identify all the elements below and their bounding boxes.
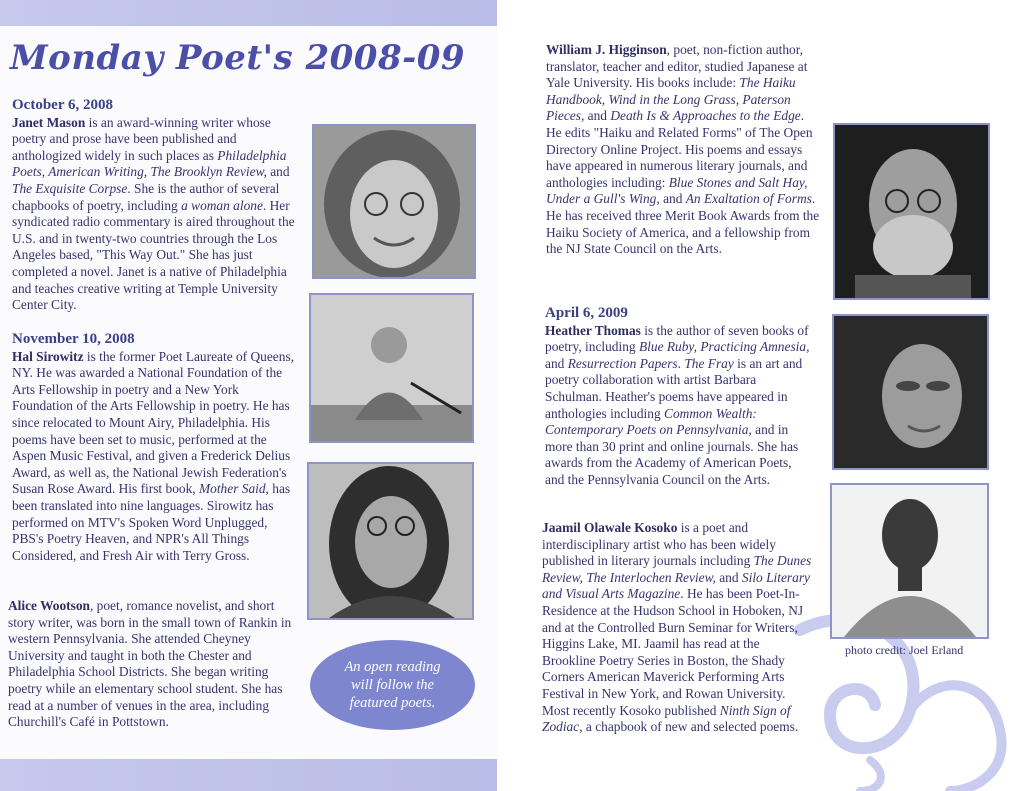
portrait-bearded-man-glasses-icon xyxy=(835,125,988,298)
bio-william-higginson xyxy=(546,42,822,258)
book-title: Death Is & Approaches to the Edge xyxy=(610,108,801,124)
portrait-woman-glasses-icon xyxy=(314,126,474,277)
bio-text: is the author of seven books of poetry, including xyxy=(545,322,809,355)
bio-janet-mason xyxy=(12,97,302,314)
book-title: a woman alone xyxy=(181,197,263,213)
bio-text: . She is the author of several chapbooks of poetry, including xyxy=(12,180,280,213)
bio-text: . He has received three Merit Book Awards from the Haiku Society of America, and a fellowship from the NJ State Council on the Arts. xyxy=(546,191,820,257)
photo-credit: photo credit: Joel Erland xyxy=(845,643,964,657)
bio-text: , poet, romance novelist, and short story writer, was born in the small town of Rankin in western Pennsylvania. She attended Cheyney University and taught in both the Chester and Philadelphia School Districts. She began writing poetry while an elementary school student. She has read at a number of venues in the area, including Churchill's Café in Pottstown. xyxy=(8,598,292,730)
bio-text: is an art and poetry collaboration with artist Barbara Schulman. Heather's poems have appeared in anthologies including xyxy=(545,355,803,421)
event-date: November 10, 2008 xyxy=(12,331,135,347)
bio-text: and xyxy=(659,191,686,207)
portrait-woman-dark-hair-icon xyxy=(309,464,472,618)
poet-name: Hal Sirowitz xyxy=(12,348,84,364)
journal-titles: The Dunes Review, The Interlochen Review, xyxy=(542,553,812,585)
anthology-title: Common Wealth: Contemporary Poets on Pennsylvania xyxy=(545,405,757,438)
publication-titles: Philadelphia Poets, American Writing, The Brooklyn Review, xyxy=(12,147,287,180)
bio-text: . He has been Poet-In-Residence at the Hudson School in Hoboken, NJ and at the Controlled Burn Seminar for Writers, Higgins Lake, MI. Jaamil has read at the Brookline Poetry Series in Boston, the Shady Corners American Maverick Performing Arts Festival in New York, and Rowan University. Most recently Kosoko published xyxy=(542,586,804,718)
portrait-man-microphone-icon xyxy=(311,295,472,441)
photo-hal-sirowitz xyxy=(309,293,474,443)
photo-alice-wootson xyxy=(307,462,474,620)
bio-heather-thomas xyxy=(545,305,813,489)
open-reading-text: An open reading will follow the featured poets. xyxy=(344,659,441,711)
event-date: October 6, 2008 xyxy=(12,97,113,113)
bio-text: and xyxy=(715,569,742,585)
anthology-title: An Exaltation of Forms xyxy=(685,191,812,207)
book-titles: Blue Ruby, Practicing Amnesia, xyxy=(638,339,810,355)
portrait-young-man-icon xyxy=(832,485,987,637)
top-band xyxy=(0,0,497,26)
photo-janet-mason xyxy=(312,124,476,279)
photo-heather-thomas xyxy=(832,314,989,470)
poet-name: Janet Mason xyxy=(12,114,86,130)
bio-text: , and in more than 30 print and online journals. She has awards from the Academy of American Poets, and the Pennsylvania Council on the Arts. xyxy=(545,422,799,487)
poet-name: Alice Wootson xyxy=(8,598,90,613)
left-page xyxy=(0,0,497,791)
publication-title: The Exquisite Corpse xyxy=(12,180,128,196)
poet-name: Heather Thomas xyxy=(545,322,641,338)
book-title: Ninth Sign of Zodiac xyxy=(542,702,791,735)
bio-jaamil-kosoko xyxy=(542,520,814,736)
poet-name: Jaamil Olawale Kosoko xyxy=(542,520,678,535)
bio-text: is the former Poet Laureate of Queens, NY. He was awarded a National Foundation of the Arts Fellowship in poetry and a New York Foundation of the Arts Fellowship in poetry. He has since relocated to Mount Airy, Philadelphia. His poems have been set to music, performed at the Aspen Music Festival, and given a Frederick Delius Award, as well as, the National Jewish Federation's Susan Rose Award. His first book, xyxy=(12,348,294,497)
book-title: Mother Said, xyxy=(198,481,269,497)
anthology-titles: Blue Stones and Salt Hay, Under a Gull's Wing, xyxy=(546,174,808,207)
bio-text: is a poet and interdisciplinary artist who has been widely published in literary journals including xyxy=(542,520,776,569)
bio-text: . xyxy=(677,355,685,371)
bio-text: . Her syndicated radio commentary is aired throughout the U.S. and in twenty-two countries through the Los Angeles based, "This Way Out." She has just completed a novel. Janet is a native of Philadelphia and teaches creative writing at Temple University Center City. xyxy=(12,197,295,313)
bio-text: and xyxy=(266,164,290,180)
book-title: Resurrection Papers xyxy=(567,355,678,371)
bottom-band xyxy=(0,759,497,791)
photo-william-higginson xyxy=(833,123,990,300)
photo-jaamil-kosoko xyxy=(830,483,989,639)
portrait-woman-curly-hair-icon xyxy=(834,316,987,468)
bio-text: has been translated into nine languages. Sirowitz has performed on MTV's Spoken Word Unplugged, PBS's Poetry Heaven, and NPR's All Things Considered, and Fresh Air with Terry Gross. xyxy=(12,481,291,563)
bio-text: . He edits "Haiku and Related Forms" of The Open Directory Online Project. His poems and essays have appeared in numerous literary journals, and anthologies including: xyxy=(546,108,813,190)
collaboration-title: The Fray xyxy=(684,355,734,371)
bio-text: , a chapbook of new and selected poems. xyxy=(579,719,799,735)
bio-text: , poet, non-fiction author, translator, teacher and editor, studied Japanese at Yale University. His books include: xyxy=(546,42,808,91)
bio-text: and xyxy=(584,108,611,124)
open-reading-note xyxy=(310,640,475,730)
bio-text: and xyxy=(545,355,568,371)
journal-title: Silo Literary and Visual Arts Magazine xyxy=(542,569,810,602)
poet-name: William J. Higginson xyxy=(546,42,667,57)
bio-alice-wootson xyxy=(8,598,298,731)
page-title: Monday Poet's 2008-09 xyxy=(10,38,466,78)
bio-text: is an award-winning writer whose poetry and prose have been published and anthologized widely in such places as xyxy=(12,114,271,163)
event-date: April 6, 2009 xyxy=(545,305,628,321)
book-titles: The Haiku Handbook, Wind in the Long Grass, Paterson Pieces, xyxy=(546,75,796,124)
bio-hal-sirowitz xyxy=(12,331,298,564)
